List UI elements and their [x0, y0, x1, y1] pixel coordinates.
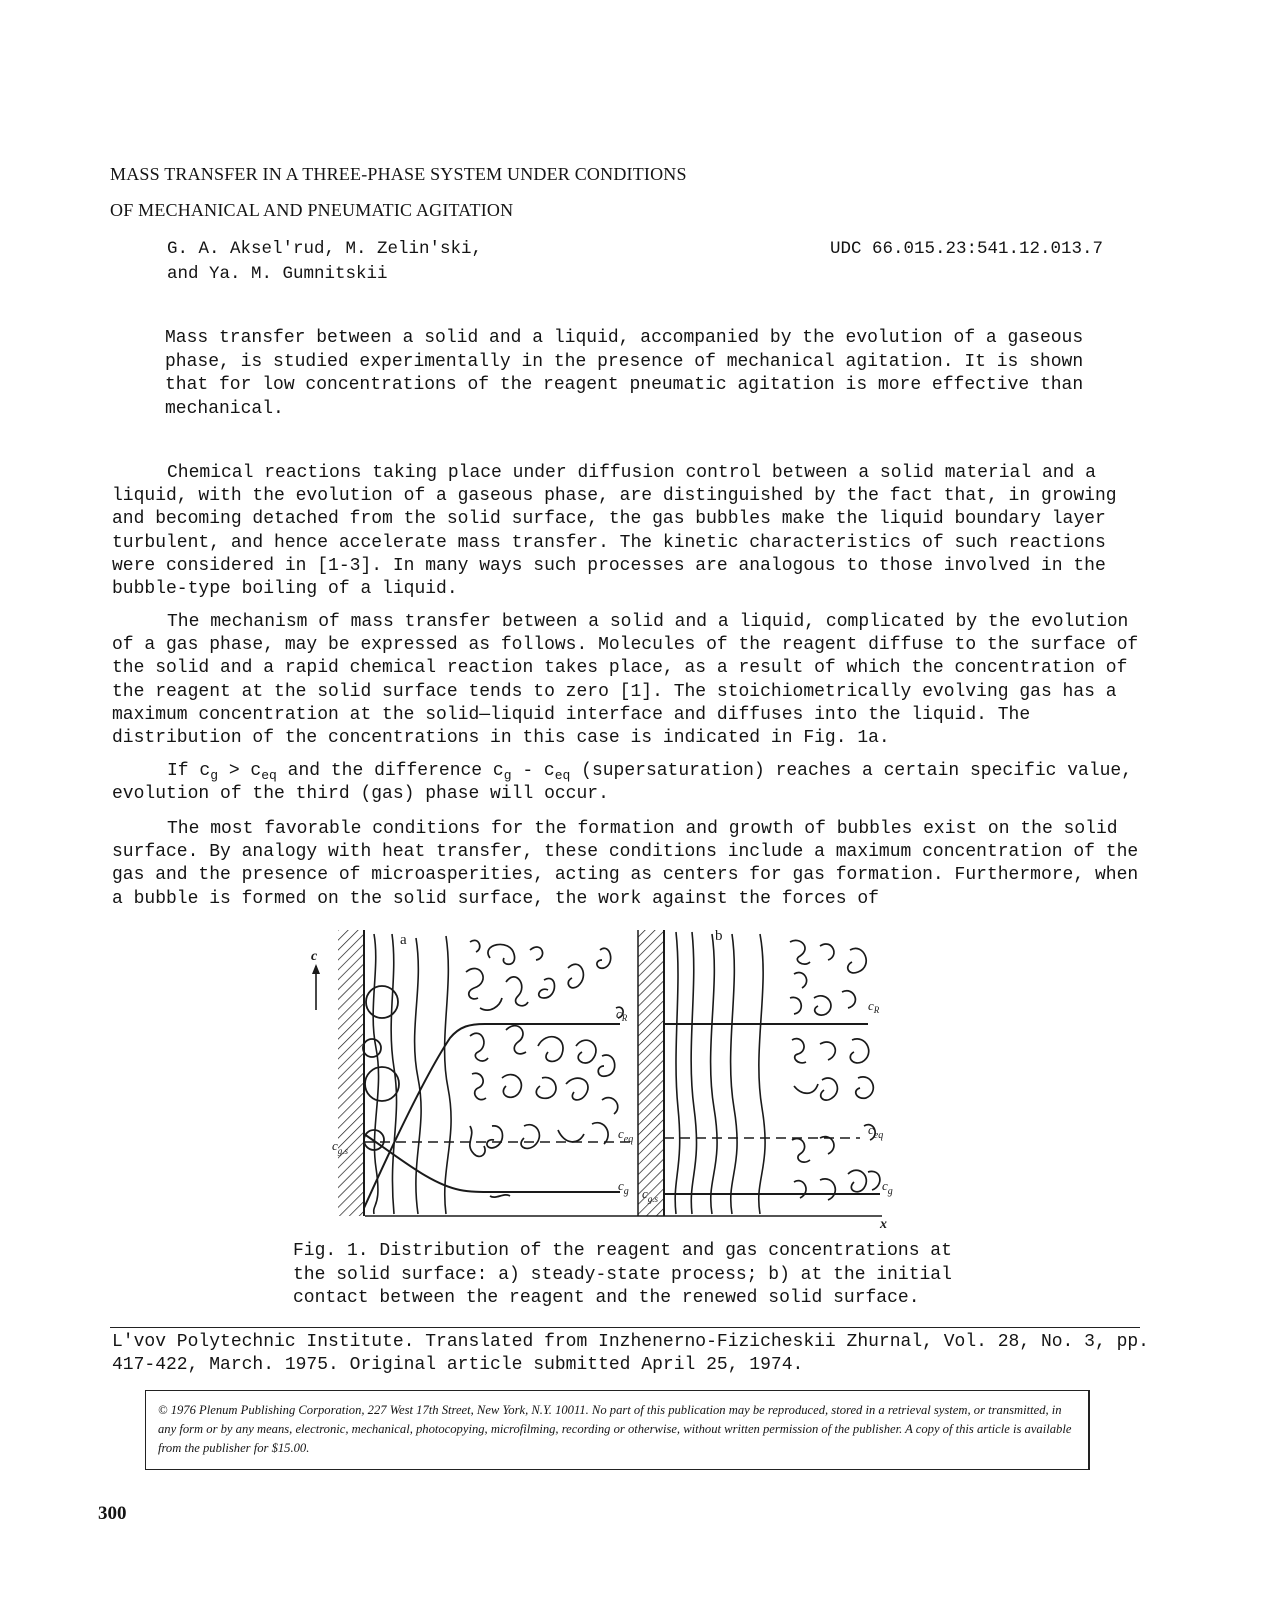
- boundary-layer-lines-b: [675, 932, 765, 1214]
- figure-caption: Fig. 1. Distribution of the reagent and gas concentrations at the solid surface: a) steady-state process; b) at the initial contact between the reagent and the renewed solid surface.: [293, 1241, 952, 1308]
- panel-b-label: b: [715, 928, 723, 944]
- turbulent-eddies-a: [466, 940, 623, 1197]
- paragraph-text: [112, 760, 1152, 806]
- authors-line-2: and Ya. M. Gumnitskii: [167, 264, 388, 284]
- solid-wall-left: [338, 930, 364, 1216]
- cR-label-b: $c_R$: [868, 998, 880, 1015]
- authors: [167, 237, 482, 287]
- copyright-box: [145, 1390, 1090, 1470]
- figure-1: [311, 928, 920, 1238]
- solid-wall-middle: [638, 930, 664, 1216]
- cg-label-a: $c_g$: [618, 1178, 629, 1197]
- udc-code: UDC 66.015.23:541.12.013.7: [830, 239, 1104, 259]
- text-run: - c: [511, 761, 555, 781]
- body-paragraph-1: [112, 462, 1152, 601]
- boundary-layer-lines-a: [373, 934, 451, 1214]
- subscript: eq: [261, 768, 277, 783]
- cgs-label-left: $c_{g.s}$: [332, 1138, 349, 1156]
- cR-label-a: $c_R$: [616, 1006, 628, 1023]
- text-run: and the difference c: [276, 761, 504, 781]
- concentration-diagram: [311, 928, 920, 1233]
- copyright-notice: © 1976 Plenum Publishing Corporation, 227 West 17th Street, New York, N.Y. 10011. No part of this publication may be reproduced, stored in a retrieval system, or transmitted, in any form or by any means, electronic, mechanical, photocopying, microfilming, recording or otherwise, without written permission of the publisher. A copy of this article is available from the publisher for $15.00.: [158, 1403, 1072, 1455]
- y-axis-label: c: [311, 949, 318, 964]
- cgs-label-middle: $c_{g.s}$: [642, 1186, 659, 1204]
- footnote-divider: [110, 1327, 1140, 1328]
- paragraph-text: Chemical reactions taking place under diffusion control between a solid material and a liquid, with the evolution of a gaseous phase, are distinguished by the fact that, in growing and becoming detached from the solid surface, the gas bubbles make the liquid boundary layer turbulent, and hence accelerate mass transfer. The kinetic characteristics of such reactions were considered in [1-3]. In many ways such processes are analogous to those involved in the bubble-type boiling of a liquid.: [112, 463, 1117, 600]
- concentration-curves-a: [364, 1024, 630, 1208]
- concentration-lines-b: [664, 1024, 880, 1194]
- body-paragraph-4: [112, 818, 1152, 911]
- text-run: If c: [167, 761, 211, 781]
- paragraph-text: The mechanism of mass transfer between a solid and a liquid, complicated by the evolution of a gas phase, may be expressed as follows. Molecules of the reagent diffuse to the surface of the solid and a rapid chemical reaction takes place, as a result of which the concentration of the reagent at the solid surface tends to zero [1]. The stoichiometrically evolving gas has a maximum concentration at the solid—liquid interface and diffuses into the liquid. The distribution of the concentrations in this case is indicated in Fig. 1a.: [112, 612, 1139, 749]
- x-axis-label: x: [880, 1217, 887, 1232]
- turbulent-eddies-b: [790, 940, 880, 1200]
- body-paragraph-2: [112, 611, 1152, 750]
- page-number: 300: [98, 1503, 127, 1524]
- body-paragraph-3: [112, 760, 1152, 806]
- panel-a-label: a: [400, 932, 407, 948]
- abstract: Mass transfer between a solid and a liquid, accompanied by the evolution of a gaseous phase, is studied experimentally in the presence of mechanical agitation. It is shown that for low concentrations of the reagent pneumatic agitation is more effective than mechanical.: [165, 328, 1084, 419]
- subscript: g: [503, 768, 512, 783]
- title-line-2: OF MECHANICAL AND PNEUMATIC AGITATION: [110, 200, 514, 220]
- text-run: > c: [218, 761, 262, 781]
- text-run: (supersaturation) reaches a certain specific value, evolution of the third (gas) phase will occur.: [112, 761, 1133, 805]
- subscript: g: [210, 768, 219, 783]
- cg-label-b: $c_g$: [882, 1178, 893, 1197]
- footnote: L'vov Polytechnic Institute. Translated from Inzhenerno-Fizicheskii Zhurnal, Vol. 28, No. 3, pp. 417-422, March. 1975. Original article submitted April 25, 1974.: [112, 1332, 1149, 1375]
- authors-line-1: G. A. Aksel'rud, M. Zelin'ski,: [167, 239, 483, 259]
- title-line-1: MASS TRANSFER IN A THREE-PHASE SYSTEM UNDER CONDITIONS: [110, 164, 687, 184]
- paragraph-text: The most favorable conditions for the formation and growth of bubbles exist on the solid surface. By analogy with heat transfer, these conditions include a maximum concentration of the gas and the presence of microasperities, acting as centers for gas formation. Furthermore, when a bubble is formed on the solid surface, the work against the forces of: [112, 819, 1139, 909]
- subscript: eq: [554, 768, 571, 783]
- y-axis: [312, 964, 320, 1010]
- ceq-label-b: $c_{eq}$: [868, 1122, 884, 1141]
- article-title: [110, 156, 1010, 228]
- ceq-label-a: $c_{eq}$: [618, 1126, 634, 1145]
